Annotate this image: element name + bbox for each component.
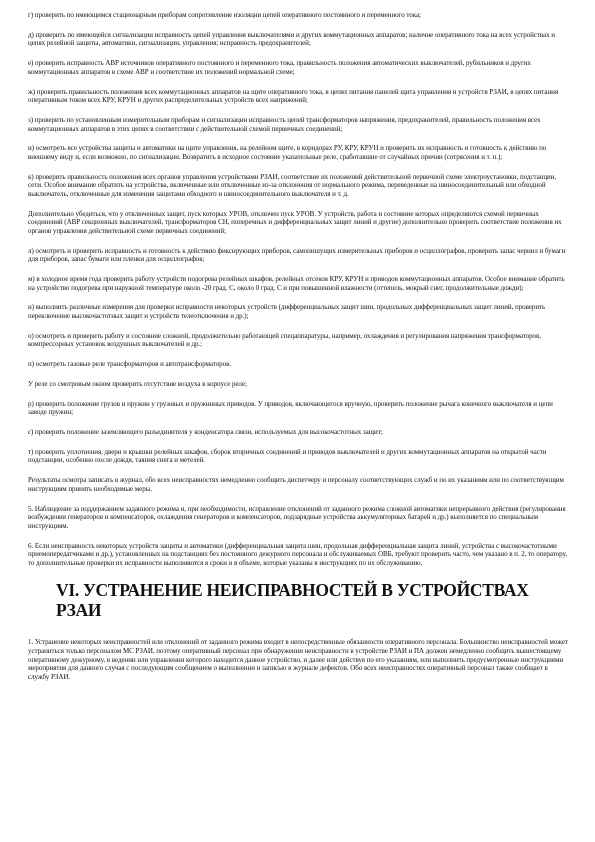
paragraph-p: п) осмотреть газовые реле трансформаторов и автотрансформаторов. <box>28 360 232 369</box>
paragraph-inspection-results: Результаты осмотра записать в журнал, обо всех неисправностях немедленно сообщить диспетчеру и персоналу соответствующих служб и по их указаниям или по соответствующим инструкциям принять необходимые меры. <box>28 476 564 493</box>
paragraphs-before <box>28 11 569 567</box>
paragraph-t: т) проверить уплотнения, двери и крышки релейных шкафов, сборок вторичных соединений и приводов выключателей и других коммутационных аппаратов на открытой части подстанции, особенно после дождя, таяния снега и метелей. <box>28 447 547 465</box>
paragraph-g: г) проверить по имеющимся стационарным приборам сопротивление изоляции цепей оперативного постоянного и переменного тока; <box>28 11 421 19</box>
paragraph-l: л) осмотреть и проверить исправность и готовность к действию фиксирующих приборов, самопишущих измерительных приборов и осциллографов, проверить запас чернил и бумаги для приборов, запас бумаги или пленки для осциллографов; <box>28 246 566 264</box>
section-heading: VI. УСТРАНЕНИЕ НЕИСПРАВНОСТЕЙ В УСТРОЙСТВАХ РЗАИ <box>56 580 529 621</box>
paragraph-o: о) осмотреть и проверить работу и состояние сложной, продолжительно работающей спецаппаратуры, например, охлаждения и регулирования напряжения трансформаторов, компрессорных установок воздушных выключателей и др.; <box>28 331 541 349</box>
paragraph-k: к) проверить правильность положения всех органов управления устройствами РЗАИ, соответствие их положений действительной первичной схеме электроустановки, подстанции, сети. Особое внимание обратить на устройства, включенные или отключенные из-за отклонения от нормального режима, переведенные на шиносоединительный или обходной выключатель, отключенные для изменения защитами обходного и шиносоединительного выключателя и т. д. <box>28 172 557 198</box>
paragraph-n: н) выполнить различные измерения для проверки исправности некоторых устройств (дифференциальных защит шин, продольных дифференциальных защит линий, проверить переключение высокочастотных защит и устройств телеотключения и др.); <box>28 303 546 320</box>
paragraph-z: з) проверить по установленным измерительным приборам и сигнализации исправность цепей трансформаторов напряжения, предохранителей, правильность положения всех коммутационных аппаратов в этих цепях в соответствии с действительной схемой первичных соединений; <box>28 115 541 133</box>
paragraph-item-5: 5. Наблюдение за поддержанием заданного режима и, при необходимости, исправление отклонений от заданного режима сложной автоматики непрерывного действия (регулирования возбуждения генераторов и компенсаторов, охлаждения генераторов и компенсаторов, подзарядные устройства аккумуляторных батарей и др.) выполняется по специальным инструкциям. <box>28 504 566 530</box>
paragraph-d: д) проверить по имеющейся сигнализации исправность цепей управления выключателями и других коммутационных аппаратов; наличие оперативного тока на всех устройствах и цепях релейной защиты, автоматики, сигнализации, управления; исправность предохранителей; <box>28 30 555 48</box>
paragraph-additional-check: Дополнительно убедиться, что у отключенных защит, пуск которых УРОВ, отключен пуск УРОВ. У устройств, работа и состояние которых определяются схемой первичных соединений (АВР секционных выключателей, трансформаторов СН, поперечных и дифференциальных защит линий и другие) дополнительно проверить соответствие положения их органов управления действительной схеме первичных соединений; <box>28 209 562 235</box>
paragraph-zh: ж) проверить правильность положения всех коммутационных аппаратов на щите оперативного тока, в цепях питания панелей щита управления и устройств РЗАИ, в цепях питания оперативным током всех КРУ, КРУН и других распределительных устройств всех напряжений; <box>28 87 559 105</box>
paragraph-i: и) осмотреть все устройства защиты и автоматики на щите управления, на релейном щите, в коридорах РУ, КРУ, КРУН и проверить их исправность и готовность к действию по внешнему виду и, если возможно, по сигнализации. Возвратить в исходное состояние указательные реле, сработавшие от случайных причин (сотрясения и т. п.); <box>28 144 547 161</box>
paragraph-section-vi-item-1: 1. Устранение некоторых неисправностей или отклонений от заданного режима входит в непосредственные обязанности оперативного персонала. Большинство неисправностей может устраниться только персоналом МС РЗАИ, поэтому оперативный персонал при обнаружении неисправности в устройстве РЗАИ и ПА должен немедленно сообщить вышестоящему оперативному дежурному, в ведении или управлении которого находится данное устройство, и далее или действуя по его указаниям, или выполнить предусмотренные инструкциями мероприятия для данного случая с последующим сообщением о выполнении и записью в журнале дефектов. Обо всех неисправностях оперативный персонал также сообщает в службу РЗАИ. <box>28 638 568 681</box>
paragraph-s: с) проверить положение заземляющего разъединителя у конденсатора связи, используемых для высокочастотных защит; <box>28 428 383 437</box>
paragraphs-after <box>28 638 569 681</box>
paragraph-r: р) проверить положение грузов и пружин у грузовых и пружинных приводов. У приводов, включающегося вручную, проверить положение рычага конечного выключателя и цепи заводе пружин; <box>28 399 553 417</box>
paragraph-item-6: 6. Если неисправность некоторых устройств защиты и автоматики (дифференциальная защита шин, продольная дифференциальная защита линий, устройства с высокочастотными приемопередатчиками и др.), установленных на подстанциях без постоянного дежурного персонала и обслуживаемых ОВБ, требуют проверить часто, чем указано в п. 2, то оператору, то дополнительные проверки их исправности выполняются в сроки и в объеме, которые указаны в инструкциях по их обслуживанию. <box>28 541 567 567</box>
paragraph-m: м) в холодное время года проверить работу устройств подогрева релейных шкафов, релейных отсеков КРУ, КРУН и приводов коммутационных аппаратов. Особое внимание обратить на устройство подогрева при наружной температуре около -20 град. С, около 0 град. С и при повышенной влажности (оттепель, мокрый снег, продолжительные дожди); <box>28 274 565 292</box>
paragraph-e: е) проверить исправность АВР источников оперативного постоянного и переменного тока, правильность положения автоматических выключателей, рубильников и других коммутационных аппаратов в схеме АВР и соответствие их положений нормальной схеме; <box>28 59 531 76</box>
paragraph-gas-relay-window: У реле со смотровым окном проверить отсутствие воздуха в корпусе реле; <box>28 379 247 388</box>
